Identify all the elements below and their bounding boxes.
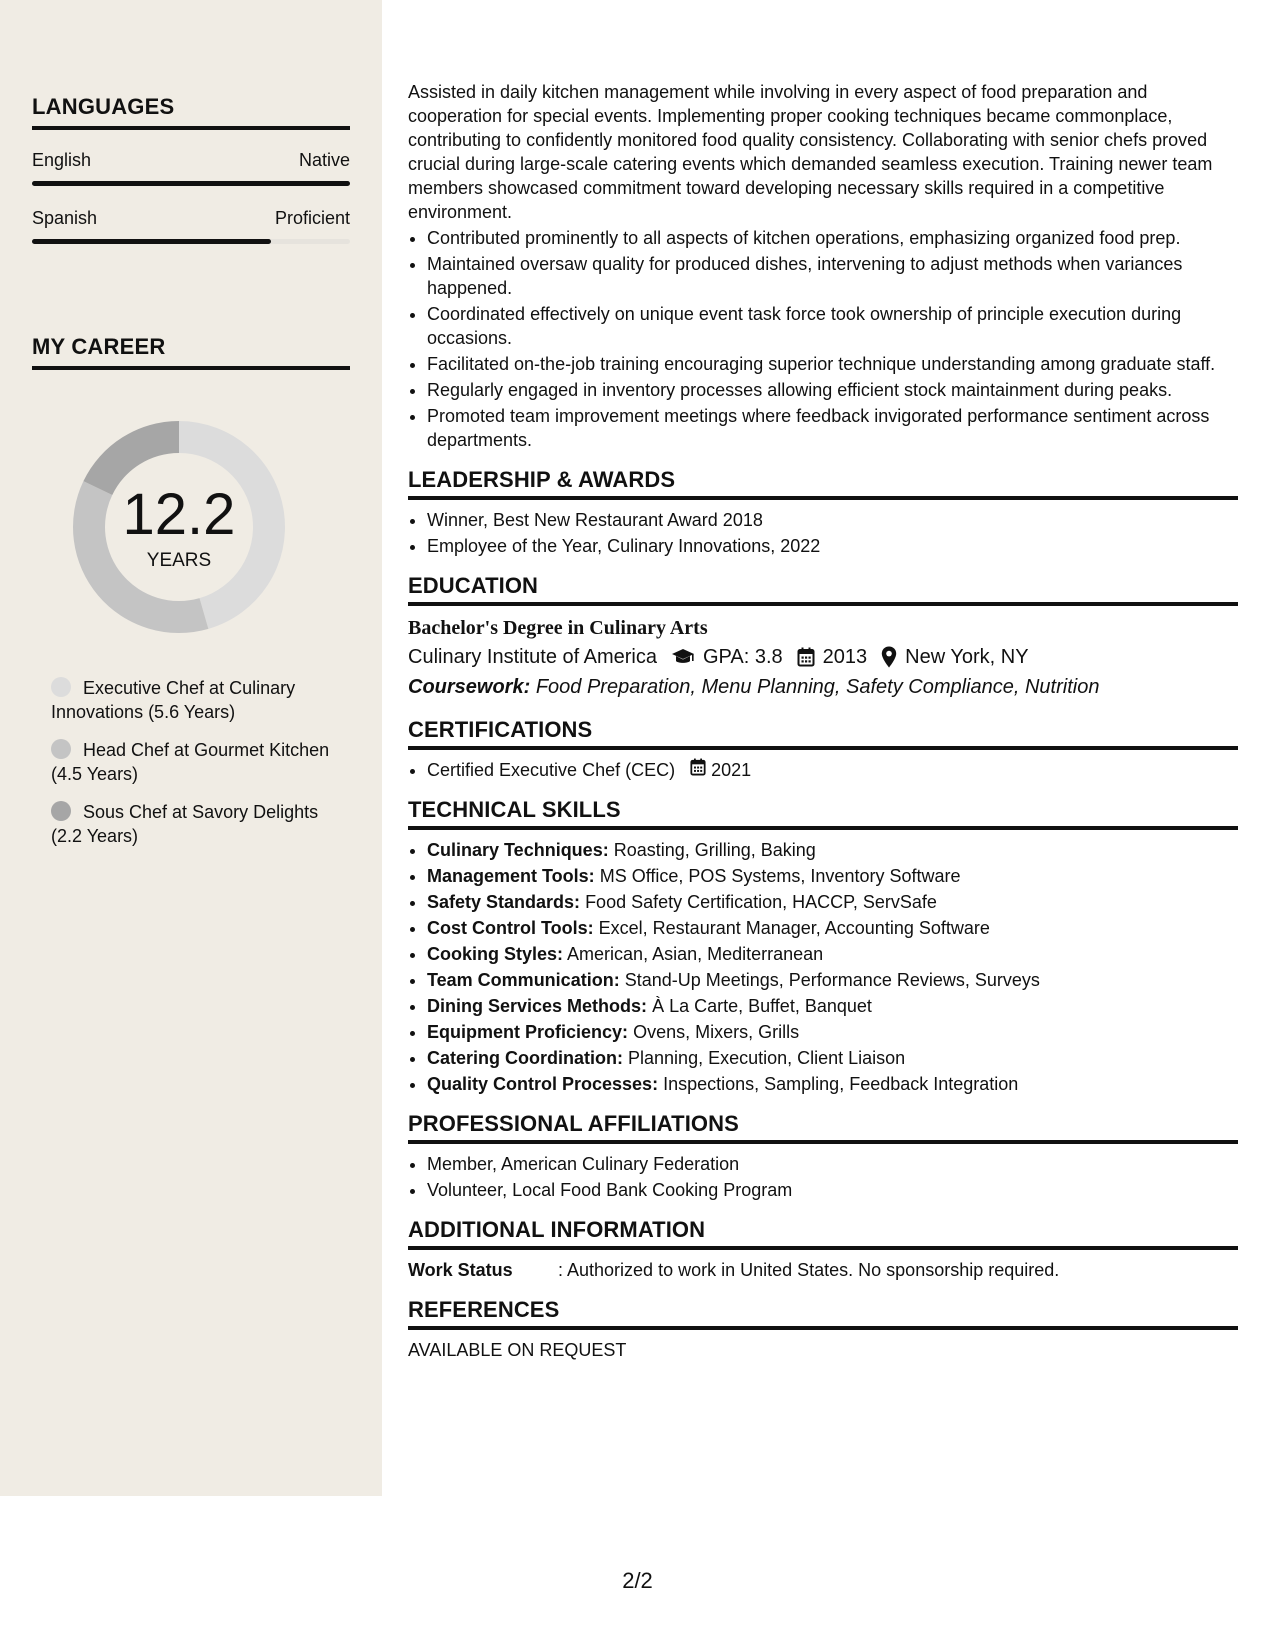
list-item: • Promoted team improvement meetings where feedback invigorated performance sentiment across departments. [427, 404, 1238, 452]
languages-title: LANGUAGES [32, 94, 350, 130]
additional-info-title: ADDITIONAL INFORMATION [408, 1218, 1238, 1250]
skill-value: À La Carte, Buffet, Banquet [652, 996, 872, 1016]
languages-section [32, 94, 350, 244]
language-proficiency-bar [32, 239, 350, 244]
list-item: • Coordinated effectively on unique event task force took ownership of principle execution during occasions. [427, 302, 1238, 350]
leadership-title: LEADERSHIP & AWARDS [408, 468, 1238, 500]
list-item: • Volunteer, Local Food Bank Cooking Program [427, 1178, 1238, 1202]
sidebar [0, 0, 382, 1496]
page-number: 2/2 [622, 1568, 653, 1593]
list-item [427, 838, 1238, 862]
list-item [427, 994, 1238, 1018]
skill-value: Ovens, Mixers, Grills [633, 1022, 800, 1042]
legend-swatch [51, 801, 71, 821]
leadership-list [408, 508, 1238, 558]
certifications-list [408, 758, 1238, 782]
certification-year: 2021 [711, 760, 752, 780]
language-proficiency-bar [32, 181, 350, 186]
education-year: 2013 [822, 646, 868, 668]
list-item: • Employee of the Year, Culinary Innovations, 2022 [427, 534, 1238, 558]
legend-label: Head Chef at Gourmet Kitchen (4.5 Years) [51, 740, 330, 784]
education-school: Culinary Institute of America [408, 646, 657, 668]
experience-bullets [408, 226, 1238, 452]
legend-label: Sous Chef at Savory Delights (2.2 Years) [51, 802, 319, 846]
skills-list [408, 838, 1238, 1096]
skill-value: Inspections, Sampling, Feedback Integration [663, 1074, 1019, 1094]
language-level: Proficient [274, 208, 350, 228]
list-item [427, 968, 1238, 992]
list-item [427, 758, 1238, 782]
skill-label: Catering Coordination: [427, 1048, 623, 1068]
affiliations-title: PROFESSIONAL AFFILIATIONS [408, 1112, 1238, 1144]
coursework-label: Coursework: [408, 676, 531, 698]
skill-label: Equipment Proficiency: [427, 1022, 629, 1042]
experience-summary: Assisted in daily kitchen management while involving in every aspect of food preparation and cooperation for special events. Implementing proper cooking techniques became commonplace, contributing to confidently monitored food quality consistency. Collaborating with senior chefs proved crucial during large-scale catering events which demanded seamless execution. Training newer team members showcased commitment toward developing necessary skills required in a competitive environment. [408, 82, 1213, 222]
list-item [427, 1046, 1238, 1070]
work-status-row [408, 1258, 1238, 1282]
certification-name: Certified Executive Chef (CEC) [427, 760, 676, 780]
list-item [427, 916, 1238, 940]
skill-label: Cooking Styles: [427, 944, 564, 964]
skill-value: MS Office, POS Systems, Inventory Software [599, 866, 961, 886]
education-coursework [408, 672, 1238, 702]
skill-value: Stand-Up Meetings, Performance Reviews, Surveys [624, 970, 1040, 990]
language-item [32, 150, 350, 186]
skill-label: Safety Standards: [427, 892, 581, 912]
education-degree: Bachelor's Degree in Culinary Arts [408, 617, 708, 639]
legend-item [51, 738, 341, 786]
language-proficiency-fill [32, 239, 271, 244]
career-section [32, 334, 350, 370]
legend-label: Executive Chef at Culinary Innovations (5.6 Years) [51, 678, 296, 722]
calendar-icon [690, 758, 706, 776]
graduation-cap-icon [671, 648, 695, 666]
skill-value: Planning, Execution, Client Liaison [628, 1048, 906, 1068]
skill-label: Dining Services Methods: [427, 996, 648, 1016]
skill-value: Excel, Restaurant Manager, Accounting Software [598, 918, 990, 938]
career-total-years: 12.2 [122, 482, 236, 547]
list-item [427, 1020, 1238, 1044]
list-item: • Contributed prominently to all aspects of kitchen operations, emphasizing organized food prep. [427, 226, 1238, 250]
list-item [427, 864, 1238, 888]
career-title: MY CAREER [32, 334, 350, 370]
location-pin-icon [881, 646, 897, 668]
list-item [427, 942, 1238, 966]
coursework-value: Food Preparation, Menu Planning, Safety Compliance, Nutrition [535, 676, 1100, 698]
language-name: English [32, 150, 92, 170]
skill-label: Management Tools: [427, 866, 595, 886]
list-item: • Facilitated on-the-job training encouraging superior technique understanding among graduate staff. [427, 352, 1238, 376]
legend-swatch [51, 677, 71, 697]
career-donut-chart [66, 414, 292, 640]
education-title: EDUCATION [408, 574, 1238, 606]
skill-label: Cost Control Tools: [427, 918, 594, 938]
certifications-title: CERTIFICATIONS [408, 718, 1238, 750]
references-text: AVAILABLE ON REQUEST [408, 1340, 627, 1360]
career-years-label: YEARS [146, 550, 212, 571]
list-item: • Member, American Culinary Federation [427, 1152, 1238, 1176]
language-proficiency-fill [32, 181, 350, 186]
main-content [408, 80, 1238, 1362]
skill-label: Team Communication: [427, 970, 620, 990]
language-item [32, 208, 350, 244]
list-item [427, 1072, 1238, 1096]
legend-swatch [51, 739, 71, 759]
skill-label: Quality Control Processes: [427, 1074, 659, 1094]
skill-value: Food Safety Certification, HACCP, ServSafe [585, 892, 937, 912]
language-level: Native [298, 150, 350, 170]
skill-value: Roasting, Grilling, Baking [613, 840, 816, 860]
affiliations-list [408, 1152, 1238, 1202]
work-status-value: : Authorized to work in United States. No sponsorship required. [558, 1260, 1060, 1280]
language-name: Spanish [32, 208, 98, 228]
references-title: REFERENCES [408, 1298, 1238, 1330]
work-status-label: Work Status [408, 1260, 513, 1280]
education-gpa: GPA: 3.8 [703, 646, 783, 668]
skill-label: Culinary Techniques: [427, 840, 609, 860]
list-item: • Maintained oversaw quality for produced dishes, intervening to adjust methods when variances happened. [427, 252, 1238, 300]
career-legend [51, 676, 341, 862]
education-location: New York, NY [905, 646, 1029, 668]
calendar-icon [797, 647, 815, 667]
list-item [427, 890, 1238, 914]
education-details [408, 642, 1238, 672]
skills-title: TECHNICAL SKILLS [408, 798, 1238, 830]
list-item: • Regularly engaged in inventory processes allowing efficient stock maintainment during peaks. [427, 378, 1238, 402]
skill-value: American, Asian, Mediterranean [567, 944, 824, 964]
legend-item [51, 800, 341, 848]
list-item: • Winner, Best New Restaurant Award 2018 [427, 508, 1238, 532]
legend-item [51, 676, 341, 724]
